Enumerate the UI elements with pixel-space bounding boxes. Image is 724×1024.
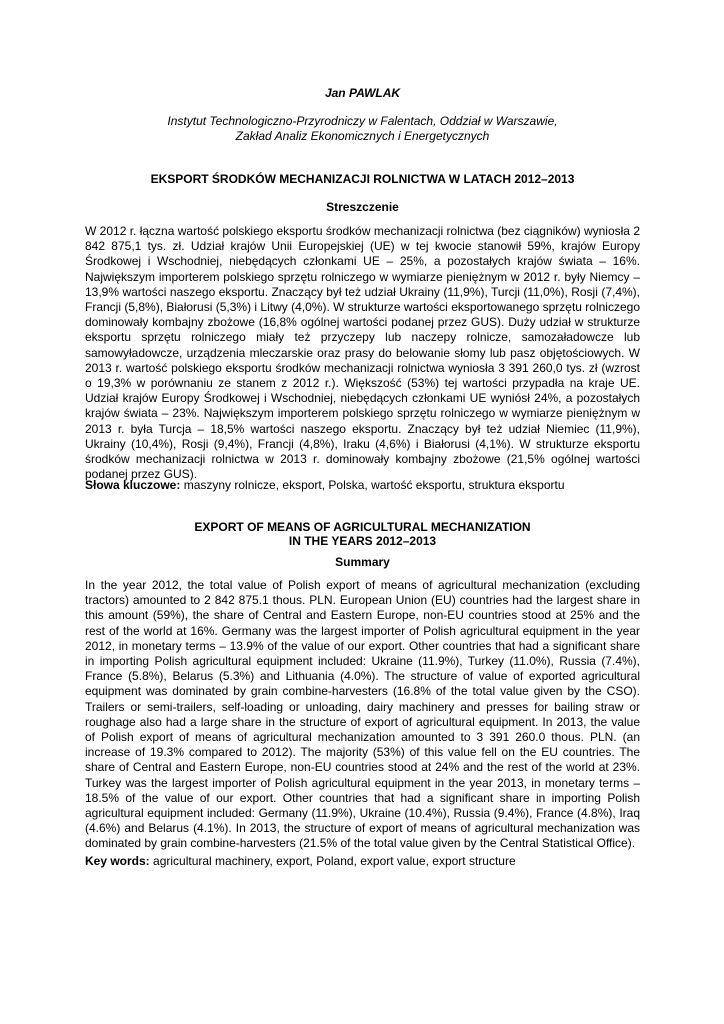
title-line: IN THE YEARS 2012–2013	[288, 534, 437, 548]
abstract-heading-english: Summary	[335, 555, 390, 569]
keywords-polish	[85, 478, 640, 493]
abstract-polish: W 2012 r. łączna wartość polskiego eksportu środków mechanizacji rolnictwa (bez ciągników) wyniosła 2 842 875,1 tys. zł. Udział krajów Unii Europejskiej (UE) w tej kwocie stanowił 59%, krajów Europy Środkowej i Wschodniej, niebędących członkami UE – 25%, a pozostałych krajów świata – 16%. Największym importerem polskiego sprzętu rolniczego w wymiarze pieniężnym w 2012 r. były Niemcy – 13,9% wartości naszego eksportu. Znaczący był też udział Ukrainy (11,9%), Turcji (11,0%), Rosji (7,4%), Francji (5,8%), Białorusi (5,3%) i Litwy (4,0%). W strukturze wartości eksportowanego sprzętu rolniczego dominowały kombajny zbożowe (16,8% ogólnej wartości podanej przez GUS). Duży udział w strukturze eksportu sprzętu rolniczego miały też przyczepy lub naczepy rolnicze, samozaładowcze lub samowyładowcze, urządzenia mleczarskie oraz prasy do belowanie słomy lub pasz objętościowych. W 2013 r. wartość polskiego eksportu środków mechanizacji rolnictwa wyniosła 3 391 260,0 tys. zł (wzrost o 19,3% w porównaniu ze stanem z 2012 r.). Większość (53%) tej wartości przypadła na kraje UE. Udział krajów Europy Środkowej i Wschodniej, niebędących członkami UE wyniósł 24%, a pozostałych krajów świata – 23%. Największym importerem polskiego sprzętu rolniczego w wymiarze pieniężnym w 2013 r. była Turcja – 18,5% wartości naszego eksportu. Znaczący był też udział Niemiec (11,9%), Ukrainy (10,4%), Rosji (9,4%), Francji (4,8%), Iraku (4,6%) i Białorusi (4,1%). W strukturze eksportu środków mechanizacji rolnictwa w 2013 r. dominowały kombajny zbożowe (21,5% ogólnej wartości podanej przez GUS).	[85, 224, 640, 482]
abstract-heading-polish: Streszczenie	[326, 200, 399, 214]
keywords-list: agricultural machinery, export, Poland, export value, export structure	[149, 854, 516, 868]
paper-title-english	[85, 520, 640, 548]
author-affiliation	[85, 114, 640, 144]
keywords-list: maszyny rolnicze, eksport, Polska, wartość eksportu, struktura eksportu	[180, 478, 565, 492]
keywords-label: Słowa kluczowe:	[85, 478, 181, 492]
author-name: Jan PAWLAK	[324, 86, 401, 100]
abstract-english: In the year 2012, the total value of Polish export of means of agricultural mechanization (excluding tractors) amounted to 2 842 875.1 thous. PLN. European Union (EU) countries had the largest share in this amount (59%), the share of Central and Eastern Europe, non-EU countries stood at 25% and the rest of the world at 16%. Germany was the largest importer of Polish agricultural equipment in the year 2012, in monetary terms – 13.9% of the value of our export. Other countries that had a significant share in importing Polish agricultural equipment included: Ukraine (11.9%), Turkey (11.0%), Russia (7.4%), France (5.8%), Belarus (5.3%) and Lithuania (4.0%). The structure of value of exported agricultural equipment was dominated by grain combine-harvesters (16.8% of the total value given by the CSO). Trailers or semi-trailers, self-loading or unloading, dairy machinery and presses for bailing straw or roughage also had a large share in the structure of export of agricultural equipment. In 2013, the value of Polish export of means of agricultural mechanization amounted to 3 391 260.0 thous. PLN. (an increase of 19.3% compared to 2012). The majority (53%) of this value fell on the EU countries. The share of Central and Eastern Europe, non-EU countries stood at 24% and the rest of the world at 23%. Turkey was the largest importer of Polish agricultural equipment in the year 2013, in monetary terms – 18.5% of the value of our export. Other countries that had a significant share in importing Polish agricultural equipment included: Germany (11.9%), Ukraine (10.4%), Russia (9.4%), France (4.8%), Iraq (4.6%) and Belarus (4.1%). In 2013, the structure of export of means of agricultural mechanization was dominated by grain combine-harvesters (21.5% of the total value given by the Central Statistical Office).	[85, 578, 640, 851]
title-line: EXPORT OF MEANS OF AGRICULTURAL MECHANIZATION	[194, 520, 531, 534]
keywords-label: Key words:	[85, 854, 150, 868]
affiliation-line: Instytut Technologiczno-Przyrodniczy w Falentach, Oddział w Warszawie,	[167, 114, 558, 128]
affiliation-line: Zakład Analiz Ekonomicznych i Energetycznych	[235, 129, 490, 143]
keywords-english	[85, 854, 640, 869]
paper-title-polish: EKSPORT ŚRODKÓW MECHANIZACJI ROLNICTWA W LATACH 2012–2013	[150, 172, 575, 186]
